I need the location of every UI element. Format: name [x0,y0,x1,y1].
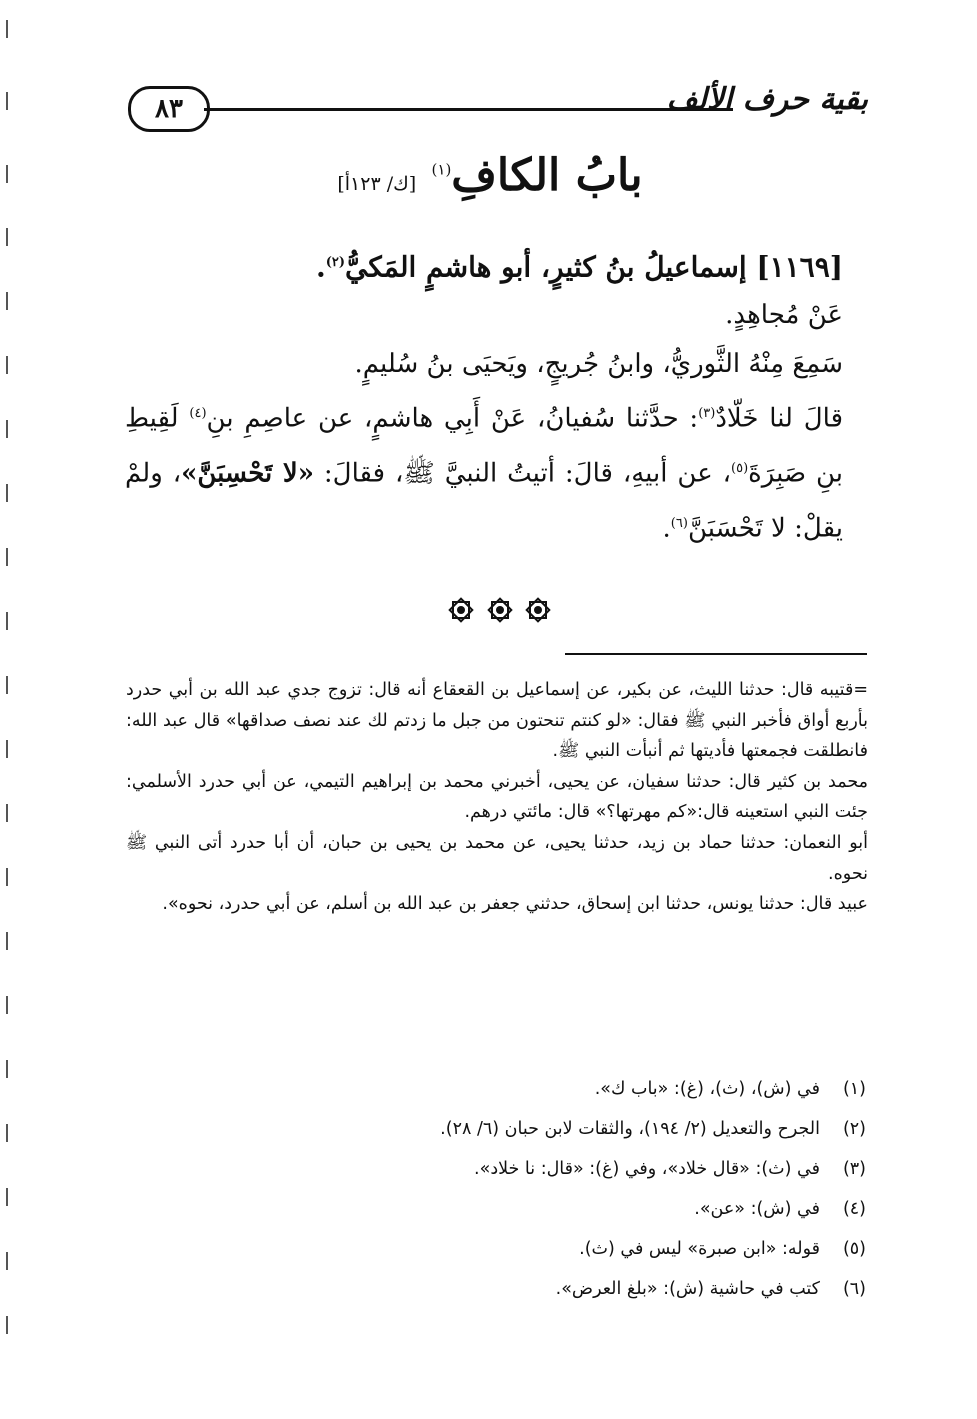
chapter-title-note: (١) [431,160,452,179]
footnote-text: في (ش)، (ث)، (غ): «باب ك». [594,1079,820,1099]
footnote [300,1189,866,1229]
narration-quote: «لا تَحْسِبَنَّ» [181,458,314,489]
footnote [300,1229,866,1269]
footnotes-list [300,1069,866,1309]
page-header [128,82,868,132]
entry-body [125,238,843,553]
footnote-text: كتب في حاشية (ش): «بلغ العرض». [555,1279,820,1299]
footnote [300,1109,866,1149]
footnote [300,1149,866,1189]
narration-part-d: ، عن أبيهِ، قالَ: أتيتُ النبيَّ ﷺ، فقالَ: [314,458,732,489]
footnote-text: الجرح والتعديل (٢/ ١٩٤)، والثقات لابن حبان (٦/ ٢٨). [440,1119,820,1139]
narration-part-a: قالَ لنا خَلّادٌ [715,403,843,434]
manuscript-ref: [ك/ ١٢٣أ] [337,173,417,195]
header-rule [204,108,733,111]
narration-part-c: لَقِيطِ بنِ صَبِرَةَ [125,403,844,489]
continued-note [126,675,868,920]
footnote [300,1069,866,1109]
entry-heading-end: . [315,250,326,284]
note-paragraph: محمد بن كثير قال: حدثنا سفيان، عن يحيى، أخبرني محمد بن إبراهيم التيمي، عن أبي حدرد الأسلمي: جئت النبي استعينه قال:«كم مهرتها؟» قال: مائتي درهم. [126,771,868,823]
narration-note-a: (٣) [698,406,716,422]
scan-edge-marks [6,0,10,1419]
footnote-text: قوله: «ابن صبرة» ليس في (ث). [579,1239,820,1259]
ornament-icon [486,596,514,624]
ornament-icon [447,596,475,624]
footnote-number: (٣) [842,1159,866,1179]
footnote [300,1269,866,1309]
narration-part-f: ، ولمْ يقلْ: لا تَحْسَبَنَّ [125,458,843,544]
footnote-number: (١) [842,1079,866,1099]
page-number: ٨٣ [155,94,183,124]
chapter-title [300,150,680,220]
entry-students: سَمِعَ مِنْهُ الثَّوريُّ، وابنُ جُريجٍ، ويَحيَى بنُ سُليمٍ. [354,349,843,380]
note-paragraph: عبيد قال: حدثنا يونس، حدثنا ابن إسحاق، حدثني جعفر بن عبد الله بن أسلم، عن أبي حدرد، نحوه». [162,894,868,915]
entry-heading [125,238,843,291]
footnote-separator [565,653,867,655]
entry-narration [125,389,843,553]
page-number-badge [128,86,210,132]
footnote-number: (٢) [842,1119,866,1139]
narration-note-b: (٤) [189,406,207,422]
footnote-text: في (ث): «قال خلاد»، وفي (غ): «قال: نا خلاد». [474,1159,820,1179]
section-divider-ornaments [447,596,552,626]
footnote-number: (٥) [842,1239,866,1259]
note-paragraph: أبو النعمان: حدثنا حماد بن زيد، حدثنا يحيى، عن محمد بن يحيى بن حبان، أن أبا حدرد أتى النبي ﷺ نحوه. [126,832,868,884]
footnote-number: (٦) [842,1279,866,1299]
narration-note-c: (٥) [731,460,749,476]
narration-part-b: : حدَّثنا سُفيانُ، عَنْ أَبِي هاشمٍ، عن عاصِمِ بنِ [206,403,699,434]
footnote-number: (٤) [842,1199,866,1219]
entry-heading-note: (٢) [325,255,345,270]
chapter-title-text: بابُ الكافِ [451,150,643,201]
entry-heading-text: [١١٦٩] إسماعيلُ بنُ كثيرٍ، أبو هاشمٍ المَكيُّ [344,250,843,284]
footnote-text: في (ش): «عن». [694,1199,820,1219]
ornament-icon [524,596,552,624]
narration-note-f: (٦) [670,515,688,531]
narration-end: . [662,513,671,544]
running-title: بقية حرف الألف [666,82,868,117]
entry-teacher: عَنْ مُجاهِدٍ. [725,300,843,331]
note-paragraph: =قتيبه قال: حدثنا الليث، عن بكير، عن إسماعيل بن القعقاع أنه قال: تزوج جدي عبد الله بن أبي حدرد بأربع أواق فأخبر النبي ﷺ فقال: «لو كنتم تنحتون من جبل ما زدتم لك عند نصف صداقها» قال عبد الله: فانطلقت فجمعتها فأديتها ثم أنبأت النبي ﷺ. [126,680,868,762]
